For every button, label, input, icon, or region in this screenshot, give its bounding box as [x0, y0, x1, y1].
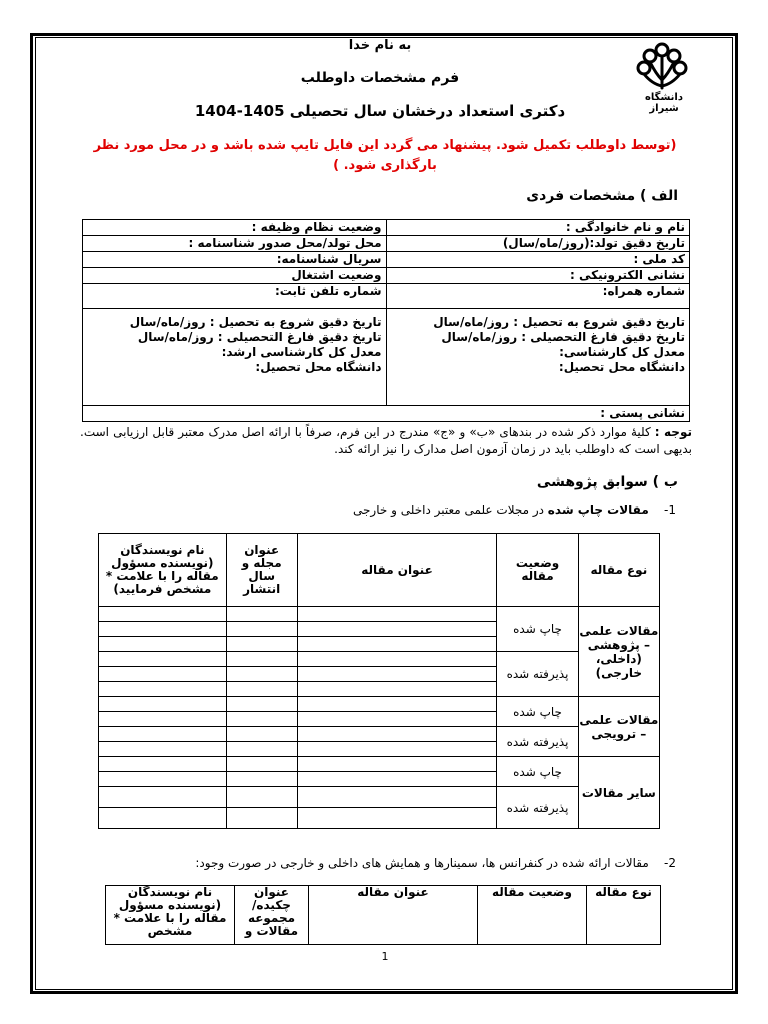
note-label: توجه :	[654, 425, 692, 439]
bachelor-end-date: تاریخ دقیق فارغ التحصیلی : روز/ماه/سال	[441, 330, 685, 344]
cell-title[interactable]	[297, 772, 497, 787]
form-subtitle: دکتری استعداد درخشان سال تحصیلی 1405-1404	[194, 102, 566, 120]
table-row	[99, 757, 660, 772]
cell-authors[interactable]	[99, 637, 227, 652]
cell-journal[interactable]	[226, 742, 297, 757]
cell-authors[interactable]	[99, 697, 227, 712]
item-2-text: مقالات ارائه شده در کنفرانس ها، سمینارها و همایش های داخلی و خارجی در صورت وجود:	[195, 856, 649, 870]
cell-title[interactable]	[297, 652, 497, 667]
form-field-phone[interactable]: شماره تلفن ثابت:	[83, 284, 387, 309]
cell-authors[interactable]	[99, 712, 227, 727]
item-number: 1-	[664, 503, 676, 517]
cell-title[interactable]	[297, 622, 497, 637]
cell-title[interactable]	[297, 607, 497, 622]
cell-authors[interactable]	[99, 757, 227, 772]
form-field-military-status[interactable]: وضعیت نظام وظیفه :	[83, 220, 387, 236]
item-number: 2-	[664, 856, 676, 870]
cell-journal[interactable]	[226, 622, 297, 637]
cell-authors[interactable]	[99, 808, 227, 829]
form-field-master-education[interactable]	[83, 309, 387, 406]
status-published: چاپ شده	[497, 697, 578, 727]
section-b-title: ب ) سوابق پژوهشی	[536, 474, 678, 490]
status-accepted: پذیرفته شده	[497, 727, 578, 757]
bachelor-university: دانشگاه محل تحصیل:	[558, 360, 685, 374]
category-research: مقالات علمی – پژوهشی (داخلی، خارجی)	[578, 607, 659, 697]
table-header-row	[106, 886, 661, 945]
item-1-bold: مقالات چاپ شده	[547, 503, 649, 517]
cell-journal[interactable]	[226, 637, 297, 652]
form-field-employment[interactable]: وضعیت اشتغال	[83, 268, 387, 284]
table-row	[99, 787, 660, 808]
col-header-authors: نام نویسندگان (نویسنده مسؤول مقاله را با علامت * مشخص	[106, 886, 235, 945]
form-field-birth-place[interactable]: محل تولد/محل صدور شناسنامه :	[83, 236, 387, 252]
cell-authors[interactable]	[99, 667, 227, 682]
cell-journal[interactable]	[226, 667, 297, 682]
table-row	[83, 406, 690, 422]
note-text: کلیهٔ موارد ذکر شده در بندهای «ب» و «ج» مندرج در این فرم، صرفاً با ارائه اصل مدرک معتبر قابل ارزیابی است. بدیهی است که داوطلب باید در زمان آزمون اصل مدارک را نیز ارائه کند.	[80, 425, 692, 456]
master-university: دانشگاه محل تحصیل:	[255, 360, 382, 374]
col-header-article-title: عنوان مقاله	[309, 886, 478, 945]
item-1-text: در مجلات علمی معتبر داخلی و خارجی	[353, 503, 548, 517]
bachelor-start-date: تاریخ دقیق شروع به تحصیل : روز/ماه/سال	[433, 315, 685, 329]
cell-title[interactable]	[297, 727, 497, 742]
col-header-article-type: نوع مقاله	[587, 886, 661, 945]
master-start-date: تاریخ دقیق شروع به تحصیل : روز/ماه/سال	[129, 315, 382, 329]
table-row	[83, 236, 690, 252]
cell-journal[interactable]	[226, 727, 297, 742]
cell-authors[interactable]	[99, 622, 227, 637]
university-logo-text: دانشگاه شیراز	[645, 92, 683, 114]
form-field-name[interactable]: نام و نام خانوادگی :	[386, 220, 690, 236]
cell-journal[interactable]	[226, 652, 297, 667]
table-row	[83, 309, 690, 406]
bachelor-gpa: معدل کل کارشناسی:	[559, 345, 685, 359]
cell-authors[interactable]	[99, 682, 227, 697]
col-header-article-type: نوع مقاله	[578, 534, 659, 607]
note-paragraph	[80, 424, 692, 458]
cell-journal[interactable]	[226, 808, 297, 829]
cell-title[interactable]	[297, 787, 497, 808]
form-field-bachelor-education[interactable]	[386, 309, 690, 406]
form-field-mobile[interactable]: شماره همراه:	[386, 284, 690, 309]
cell-authors[interactable]	[99, 607, 227, 622]
page-number: 1	[381, 950, 389, 963]
item-1-heading	[353, 503, 676, 517]
status-published: چاپ شده	[497, 757, 578, 787]
conference-articles-table	[105, 885, 661, 945]
cell-journal[interactable]	[226, 787, 297, 808]
published-articles-table	[98, 533, 660, 829]
cell-title[interactable]	[297, 742, 497, 757]
master-end-date: تاریخ دقیق فارغ التحصیلی : روز/ماه/سال	[137, 330, 382, 344]
cell-authors[interactable]	[99, 652, 227, 667]
category-other: سایر مقالات	[578, 757, 659, 829]
cell-title[interactable]	[297, 682, 497, 697]
status-accepted: پذیرفته شده	[497, 787, 578, 829]
table-row	[99, 697, 660, 712]
cell-title[interactable]	[297, 757, 497, 772]
form-title: فرم مشخصات داوطلب	[300, 70, 460, 86]
instruction-notice: (توسط داوطلب تکمیل شود. پیشنهاد می گردد این فایل تایپ شده باشد و در محل مورد نظر بارگذاری شود. )	[93, 138, 677, 173]
table-row	[83, 220, 690, 236]
status-published: چاپ شده	[497, 607, 578, 652]
cell-authors[interactable]	[99, 787, 227, 808]
cell-authors[interactable]	[99, 772, 227, 787]
col-header-article-status: وضعیت مقاله	[497, 534, 578, 607]
form-field-national-code[interactable]: کد ملی :	[386, 252, 690, 268]
master-gpa: معدل کل کارشناسی ارشد:	[221, 345, 382, 359]
cell-journal[interactable]	[226, 712, 297, 727]
table-row	[83, 284, 690, 309]
cell-title[interactable]	[297, 712, 497, 727]
col-header-authors: نام نویسندگان (نویسنده مسؤول مقاله را با علامت * مشخص فرمایید)	[99, 534, 227, 607]
bismillah-line: به نام خدا	[348, 38, 412, 53]
cell-title[interactable]	[297, 697, 497, 712]
cell-journal[interactable]	[226, 772, 297, 787]
form-field-address[interactable]: نشانی پستی :	[83, 406, 690, 422]
col-header-journal: عنوان مجله و سال انتشار	[226, 534, 297, 607]
table-row	[99, 607, 660, 622]
cell-journal[interactable]	[226, 697, 297, 712]
col-header-proceedings: عنوان چکیده/ مجموعه مقالات و	[235, 886, 309, 945]
form-field-email[interactable]: نشانی الکترونیکی :	[386, 268, 690, 284]
cell-journal[interactable]	[226, 607, 297, 622]
personal-info-table	[82, 219, 690, 422]
form-field-id-serial[interactable]: سریال شناسنامه:	[83, 252, 387, 268]
category-promotional: مقالات علمی – ترویجی	[578, 697, 659, 757]
cell-journal[interactable]	[226, 682, 297, 697]
cell-title[interactable]	[297, 637, 497, 652]
status-accepted: پذیرفته شده	[497, 652, 578, 697]
form-field-birth-date[interactable]: تاریخ دقیق تولد:(روز/ماه/سال)	[386, 236, 690, 252]
col-header-article-title: عنوان مقاله	[297, 534, 497, 607]
cell-authors[interactable]	[99, 742, 227, 757]
section-a-title: الف ) مشخصات فردی	[526, 188, 678, 204]
table-row	[83, 252, 690, 268]
cell-title[interactable]	[297, 667, 497, 682]
col-header-article-status: وضعیت مقاله	[478, 886, 587, 945]
item-2-heading	[195, 856, 676, 870]
table-row	[83, 268, 690, 284]
cell-journal[interactable]	[226, 757, 297, 772]
cell-title[interactable]	[297, 808, 497, 829]
table-row	[99, 652, 660, 667]
table-row	[99, 727, 660, 742]
cell-authors[interactable]	[99, 727, 227, 742]
table-header-row	[99, 534, 660, 607]
